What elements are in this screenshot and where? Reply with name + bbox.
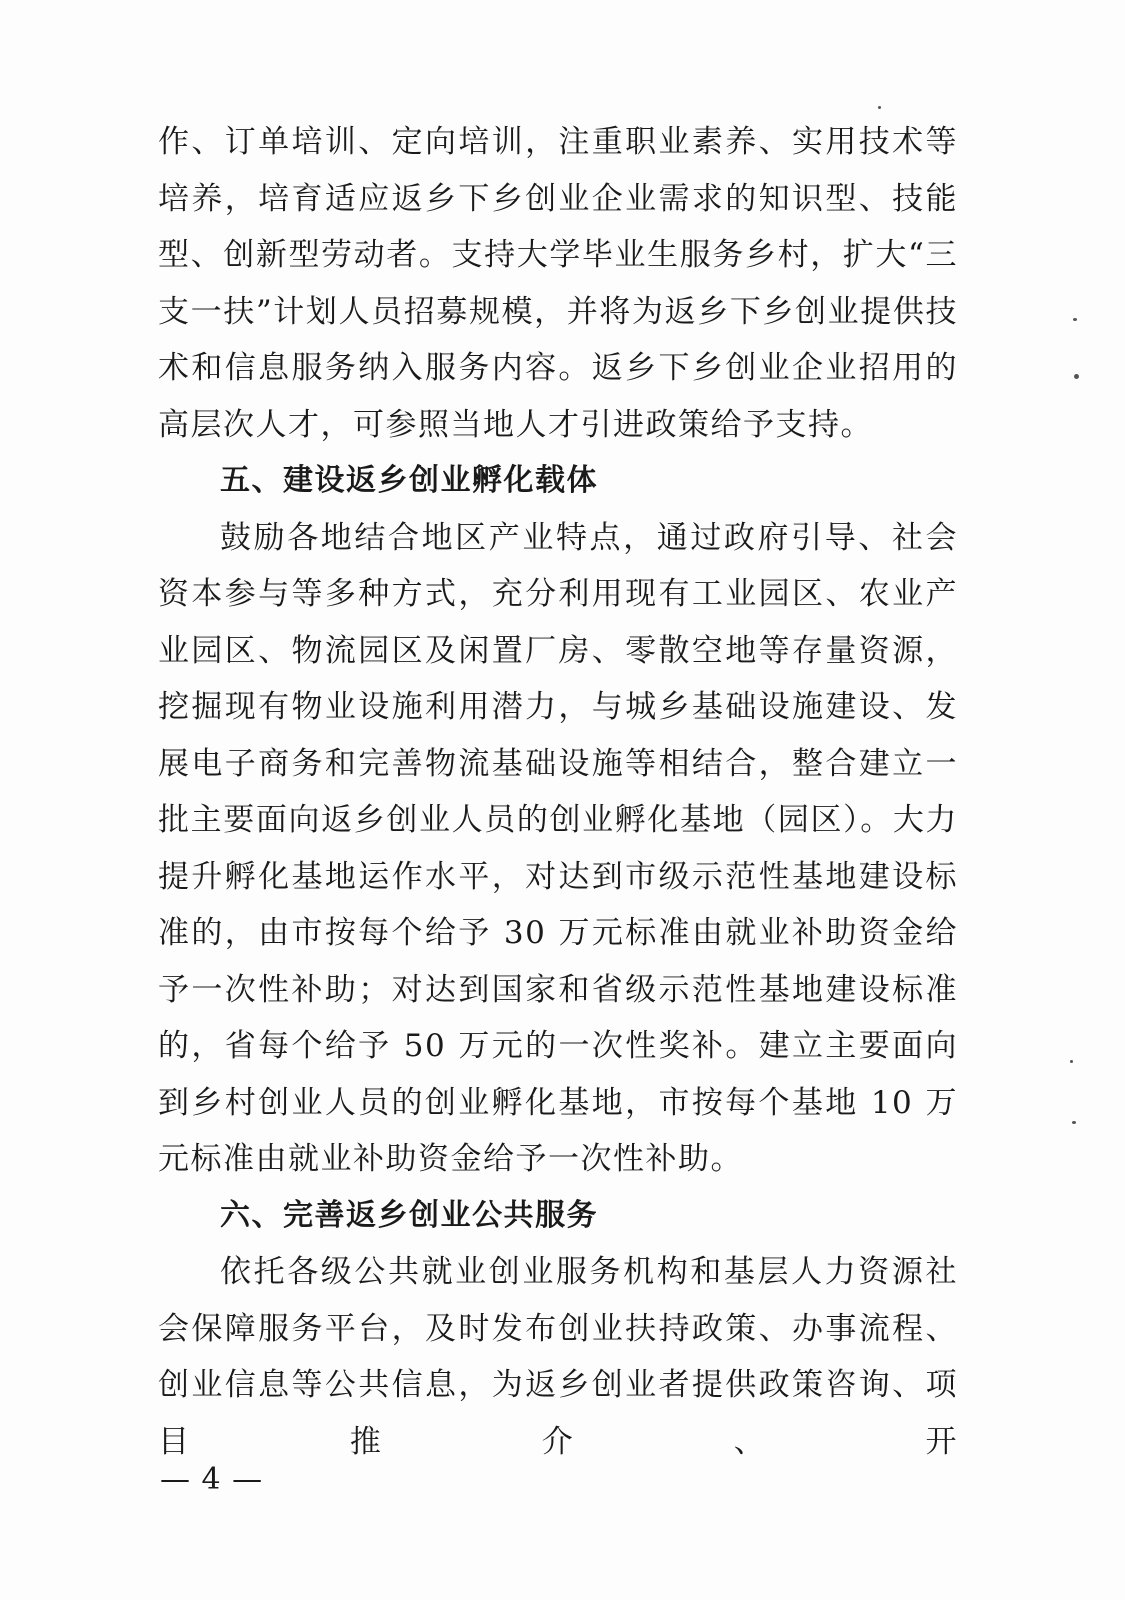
scan-speck xyxy=(1073,318,1077,321)
scan-speck xyxy=(1072,1121,1076,1124)
section-heading-5: 五、建设返乡创业孵化载体 xyxy=(220,463,598,498)
scan-speck xyxy=(1070,1060,1073,1063)
section-heading-6: 六、完善返乡创业公共服务 xyxy=(220,1197,598,1233)
scan-speck xyxy=(1074,374,1079,379)
document-body xyxy=(158,114,958,1470)
scan-speck xyxy=(878,106,881,109)
page-number: — 4 — xyxy=(160,1462,264,1497)
paragraph-incubation: 鼓励各地结合地区产业特点，通过政府引导、社会资本参与等多种方式，充分利用现有工业园区、农业产业园区、物流园区及闲置厂房、零散空地等存量资源，挖掘现有物业设施利用潜力，与城乡基础设施建设、发展电子商务和完善物流基础设施等相结合，整合建立一批主要面向返乡创业人员的创业孵化基地（园区）。大力提升孵化基地运作水平，对达到市级示范性基地建设标准的，由市按每个给予 30 万元标准由就业补助资金给予一次性补助；对达到国家和省级示范性基地建设标准的，省每个给予 50 万元的一次性奖补。建立主要面向到乡村创业人员的创业孵化基地，市按每个基地 10 万元标准由就业补助资金给予一次性补助。 xyxy=(158,519,958,1177)
paragraph-public-service: 依托各级公共就业创业服务机构和基层人力资源社会保障服务平台，及时发布创业扶持政策、办事流程、创业信息等公共信息，为返乡创业者提供政策咨询、项目推介、开 xyxy=(158,1254,958,1460)
paragraph-training-continuation: 作、订单培训、定向培训，注重职业素养、实用技术等培养，培育适应返乡下乡创业企业需求的知识型、技能型、创新型劳动者。支持大学毕业生服务乡村，扩大“三支一扶”计划人员招募规模，并将为返乡下乡创业提供技术和信息服务纳入服务内容。返乡下乡创业企业招用的高层次人才，可参照当地人才引进政策给予支持。 xyxy=(158,124,958,443)
